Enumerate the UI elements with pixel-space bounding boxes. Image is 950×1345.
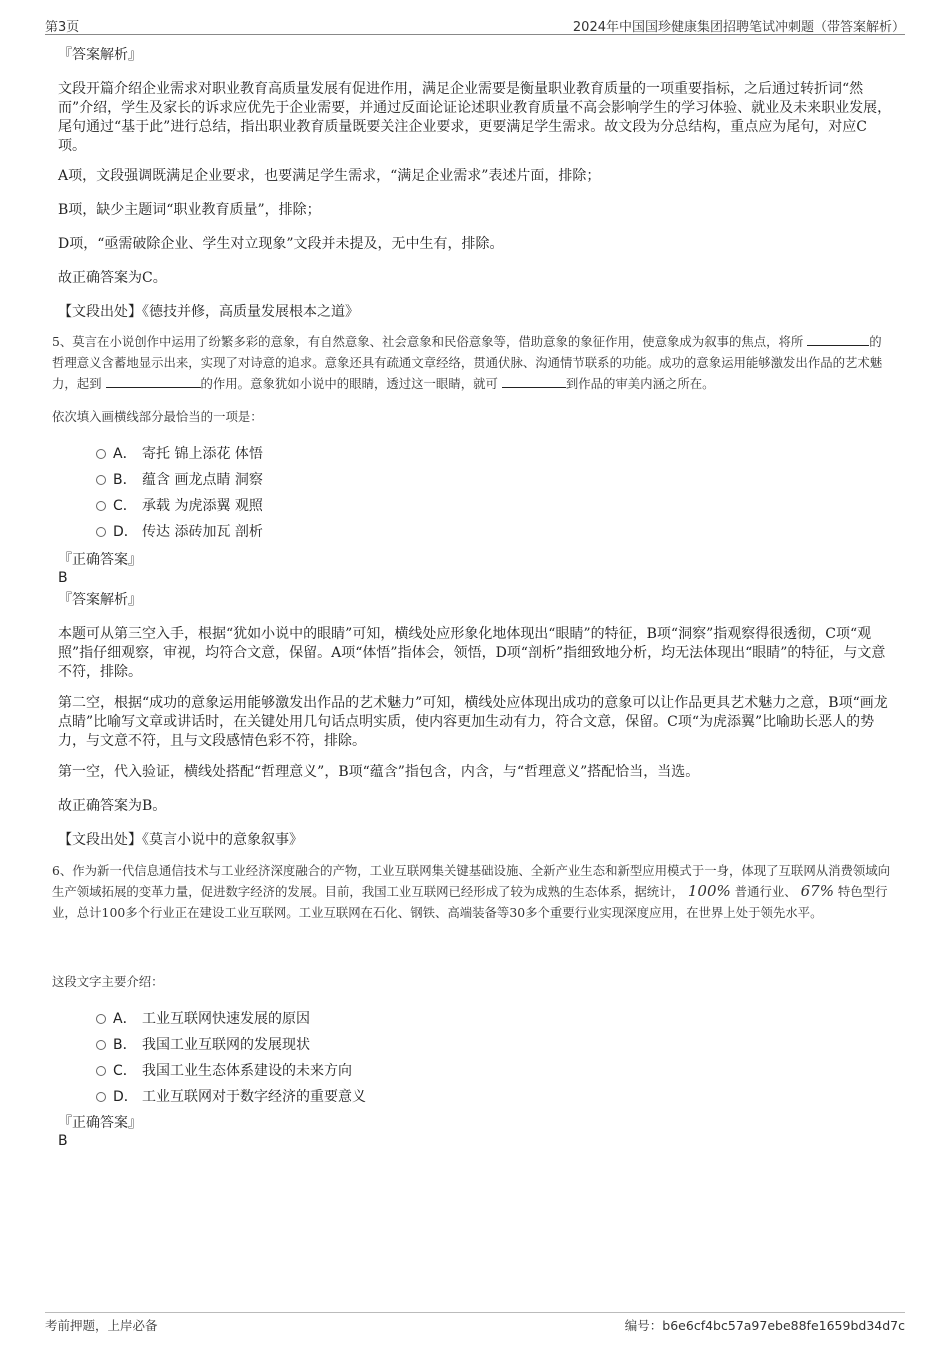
footer-slogan: 考前押题，上岸必备 bbox=[45, 1318, 158, 1333]
correct-answer-label: 『正确答案』 bbox=[58, 1115, 142, 1131]
page-header bbox=[45, 14, 905, 35]
passage-source: 【文段出处】《莫言小说中的意象叙事》 bbox=[58, 832, 303, 848]
conclusion-line: 故正确答案为C。 bbox=[58, 270, 167, 286]
analysis-paragraph: A项，文段强调既满足企业要求，也要满足学生需求，“满足企业需求”表述片面，排除； bbox=[58, 168, 601, 184]
correct-answer-label: 『正确答案』 bbox=[58, 552, 142, 568]
correct-answer: B bbox=[58, 570, 68, 586]
percentage-value: 67% bbox=[800, 882, 834, 900]
question-prompt: 依次填入画横线部分最恰当的一项是： bbox=[52, 409, 263, 424]
answer-analysis-label: 『答案解析』 bbox=[58, 47, 142, 63]
radio-icon[interactable] bbox=[96, 475, 106, 485]
page-footer bbox=[45, 1312, 905, 1335]
radio-icon[interactable] bbox=[96, 501, 106, 511]
document-title: 2024年中国国珍健康集团招聘笔试冲刺题（带答案解析） bbox=[572, 20, 905, 35]
radio-icon[interactable] bbox=[96, 1040, 106, 1050]
radio-icon[interactable] bbox=[96, 527, 106, 537]
fill-blank bbox=[106, 375, 201, 388]
radio-icon[interactable] bbox=[96, 1014, 106, 1024]
question-stem: 5、莫言在小说创作中运用了纷繁多彩的意象，有自然意象、社会意象和民俗意象等，借助意象的象征作用，使意象成为叙事的焦点，将所 的哲理意义含蓄地显示出来，实现了对诗意的追求。意象还具有疏通文章经络，贯通伏脉、沟通情节联系的功能。成功的意象运用能够激发出作品的艺术魅力，起到 的作用。意象犹如小说中的眼睛，透过这一眼睛，就可 到作品的审美内涵之所在。 bbox=[52, 334, 883, 391]
fill-blank bbox=[502, 375, 566, 388]
document-id: 编号：b6e6cf4bc57a97ebe88fe1659bd34d7c bbox=[624, 1318, 905, 1333]
page-number: 第3页 bbox=[45, 20, 80, 35]
conclusion-line: 故正确答案为B。 bbox=[58, 798, 167, 814]
radio-icon[interactable] bbox=[96, 1092, 106, 1102]
analysis-paragraph: 本题可从第三空入手，根据“犹如小说中的眼睛”可知，横线处应形象化地体现出“眼睛”的特征，B项“洞察”指观察得很透彻，C项“观照”指仔细观察，审视，均符合文意，保留。A项“体悟”指体会，领悟，D项“剖析”指细致地分析，均无法体现出“眼睛”的特征，与文意不符，排除。 bbox=[58, 626, 886, 680]
analysis-paragraph: D项，“亟需破除企业、学生对立现象”文段并未提及，无中生有，排除。 bbox=[58, 236, 504, 252]
fill-blank bbox=[807, 333, 869, 346]
correct-answer: B bbox=[58, 1133, 68, 1149]
analysis-paragraph: B项，缺少主题词“职业教育质量”，排除； bbox=[58, 202, 321, 218]
question-stem: 6、作为新一代信息通信技术与工业经济深度融合的产物，工业互联网集关键基础设施、全新产业生态和新型应用模式于一身，体现了互联网从消费领域向生产领域拓展的变革力量，促进数字经济的发展。目前，我国工业互联网已经形成了较为成熟的生态体系，据统计， 100% 普通行业、 67% 特色型行业，总计100多个行业正在建设工业互联网。工业互联网在石化、钢铁、高端装备等30多个重要行业实现深度应用，在世界上处于领先水平。 bbox=[52, 863, 891, 920]
analysis-paragraph: 第二空，根据“成功的意象运用能够激发出作品的艺术魅力”可知，横线处应体现出成功的意象可以让作品更具艺术魅力之意，B项“画龙点睛”比喻写文章或讲话时，在关键处用几句话点明实质，使内容更加生动有力，符合文意，保留。C项“为虎添翼”比喻助长恶人的势力，与文意不符，且与文段感情色彩不符，排除。 bbox=[58, 695, 888, 749]
analysis-paragraph: 第一空，代入验证，横线处搭配“哲理意义”，B项“蕴含”指包含，内含，与“哲理意义”搭配恰当，当选。 bbox=[58, 764, 700, 780]
answer-analysis-label: 『答案解析』 bbox=[58, 592, 142, 608]
passage-source: 【文段出处】《德技并修，高质量发展根本之道》 bbox=[58, 304, 359, 320]
radio-icon[interactable] bbox=[96, 1066, 106, 1076]
radio-icon[interactable] bbox=[96, 449, 106, 459]
question-prompt: 这段文字主要介绍： bbox=[52, 974, 164, 989]
percentage-value: 100% bbox=[687, 882, 731, 900]
analysis-paragraph: 文段开篇介绍企业需求对职业教育高质量发展有促进作用，满足企业需要是衡量职业教育质量的一项重要指标，之后通过转折词“然而”介绍，学生及家长的诉求应优先于企业需要，并通过反面论证论述职业教育质量不高会影响学生的学习体验、就业及未来职业发展，尾句通过“基于此”进行总结，指出职业教育质量既要关注企业要求，更要满足学生需求。故文段为分总结构，重点应为尾句，对应C项。 bbox=[58, 81, 892, 154]
